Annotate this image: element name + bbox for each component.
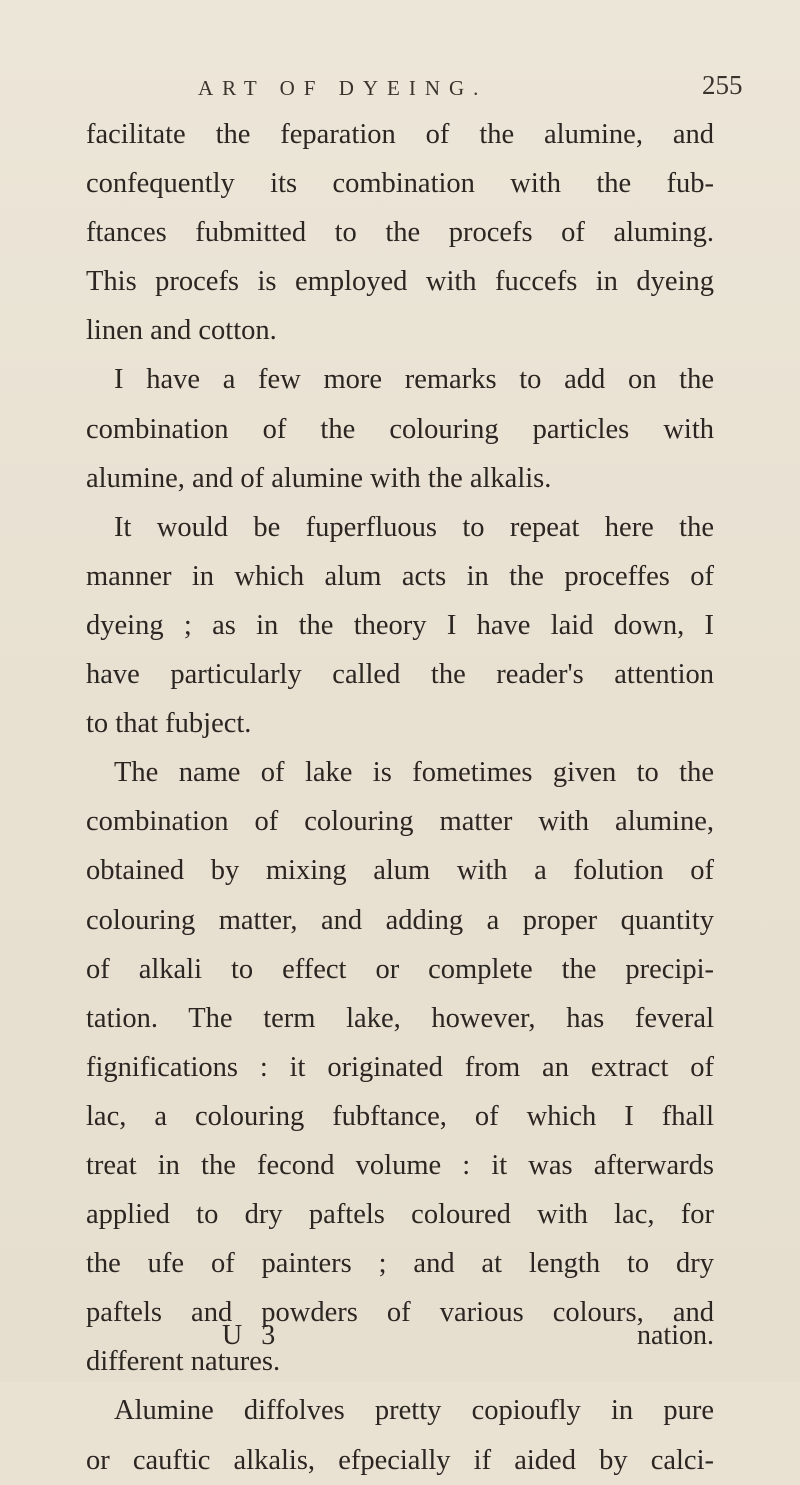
body-text: [86, 110, 714, 1485]
text-line: applied to dry paftels coloured with lac, for: [86, 1199, 714, 1231]
text-line: The name of lake is fometimes given to the: [114, 757, 714, 789]
text-line: or cauftic alkalis, efpecially if aided by calci-: [86, 1444, 714, 1476]
text-line: the ufe of painters ; and at length to dry: [86, 1248, 714, 1280]
text-line: This procefs is employed with fuccefs in dyeing: [86, 266, 714, 298]
text-line: dyeing ; as in the theory I have laid down, I: [86, 609, 714, 641]
signature-mark: U 3: [222, 1320, 282, 1351]
text-line: lac, a colouring fubftance, of which I fhall: [86, 1100, 714, 1132]
text-line: different natures.: [86, 1346, 281, 1378]
text-line: paftels and powders of various colours, and: [86, 1297, 714, 1329]
text-line: confequently its combination with the fub-: [86, 168, 714, 200]
text-line: manner in which alum acts in the proceffes of: [86, 560, 714, 592]
text-line: obtained by mixing alum with a folution of: [86, 855, 714, 887]
page-footer: [86, 1320, 714, 1369]
text-line: combination of the colouring particles with: [86, 413, 714, 445]
text-line: ftances fubmitted to the procefs of aluming.: [86, 217, 714, 249]
text-line: to that fubject.: [86, 708, 252, 740]
text-line: facilitate the feparation of the alumine, and: [86, 119, 714, 150]
text-line: I have a few more remarks to add on the: [114, 364, 714, 396]
text-line: alumine, and of alumine with the alkalis.: [86, 462, 552, 494]
text-line: Alumine diffolves pretty copioufly in pure: [114, 1395, 714, 1427]
text-line: fignifications : it originated from an extract of: [86, 1051, 714, 1083]
page-number: 255: [702, 70, 743, 100]
running-head: ART OF DYEING.: [198, 76, 488, 100]
text-line: combination of colouring matter with alumine,: [86, 806, 714, 838]
catchword: nation.: [637, 1320, 714, 1351]
text-line: treat in the fecond volume : it was afterwards: [86, 1149, 714, 1181]
text-line: colouring matter, and adding a proper quantity: [86, 904, 714, 936]
text-line: of alkali to effect or complete the precipi-: [86, 953, 714, 985]
text-line: tation. The term lake, however, has feveral: [86, 1002, 714, 1034]
text-line: have particularly called the reader's attention: [86, 659, 714, 691]
text-line: It would be fuperfluous to repeat here the: [114, 511, 714, 543]
text-line: linen and cotton.: [86, 315, 277, 347]
